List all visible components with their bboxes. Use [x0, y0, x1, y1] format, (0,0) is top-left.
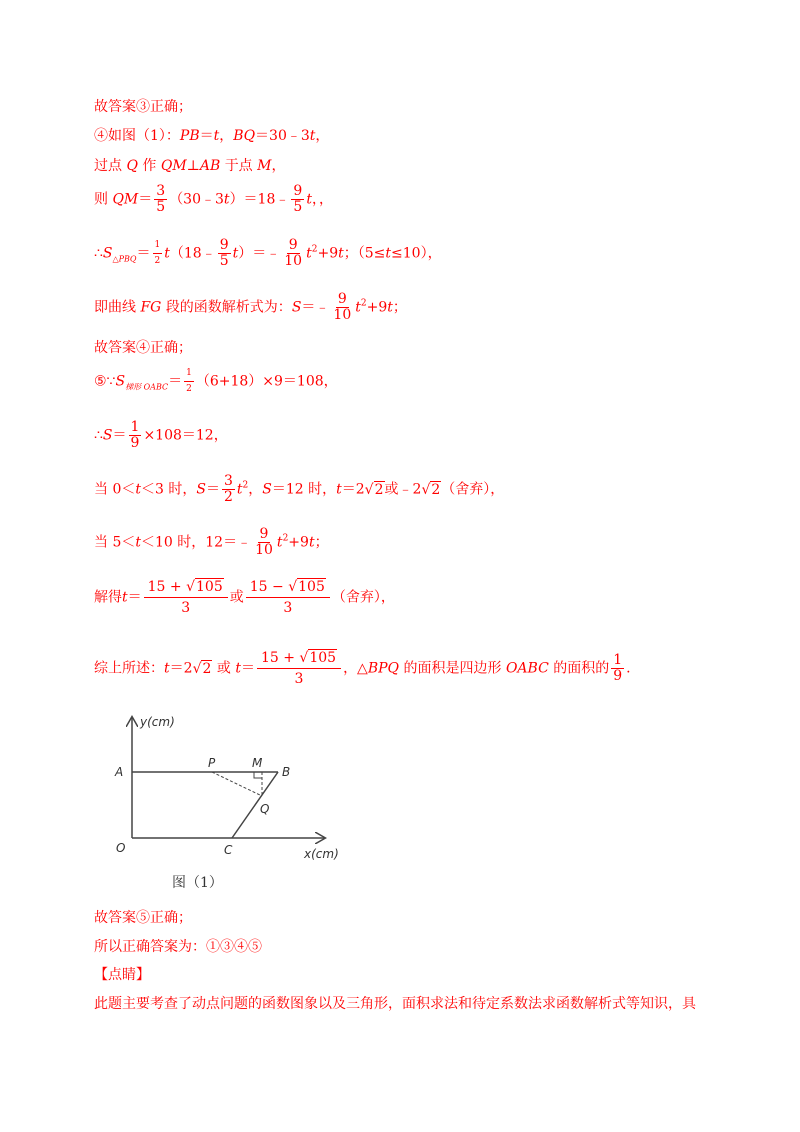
fraction: $\frac{15 - √105}{3}$ — [246, 577, 330, 618]
summary-conclusion: 综上所述：t＝2√2 或 t＝ $\frac{15 + √105}{3}$ ，△BPQ 的面积是四边形 OABC 的面积的 $\frac{1}{9}$ . — [94, 650, 631, 687]
fraction: $\frac{3}{5}$ — [156, 183, 166, 215]
fraction: $\frac{15 + √105}{3}$ — [257, 648, 341, 689]
figure-caption: 图（1） — [172, 875, 223, 891]
answer-4-correct: 故答案④正确； — [94, 340, 192, 356]
fraction: $\frac{15 + √105}{3}$ — [144, 577, 228, 618]
fraction: $\frac{1}{9}$ — [613, 652, 623, 684]
fraction: $\frac{9}{10}$ — [255, 526, 273, 558]
target-area: ∴S＝ $\frac{1}{9}$ ×108＝12， — [94, 419, 228, 451]
point-a-label: A — [115, 765, 124, 779]
area-bpq-formula: $\therefore S_{\triangle PBQ}=$ $\frac{1}{2}$ t（18﹣ $\frac{9}{5}$ t）＝﹣ $\frac{9}{10}$ $t^2+9t$；（5≤t≤10）， — [94, 237, 442, 269]
fraction: $\frac{3}{2}$ — [223, 473, 233, 505]
fraction: $\frac{1}{2}$ — [154, 240, 161, 266]
point-p-label: P — [208, 756, 216, 770]
point-b-label: B — [282, 765, 291, 779]
fraction: $\frac{9}{10}$ — [284, 237, 303, 269]
sqrt: √2 — [421, 481, 441, 498]
fraction: $\frac{9}{5}$ — [219, 237, 229, 269]
curve-fg-expression: 即曲线 FG 段的函数解析式为：S＝﹣ $\frac{9}{10}$ $t^2+9t$； — [94, 291, 407, 323]
segment-bc — [232, 772, 278, 838]
qm-formula: 则 QM＝ $\frac{3}{5}$ （30﹣3t）＝18﹣ $\frac{9}{5}$ t，， — [94, 183, 333, 215]
solution-t: 解得t＝ $\frac{15 + √105}{3}$ 或 $\frac{15 - √105}{3}$ （舍弃）， — [94, 579, 395, 616]
fraction: $\frac{9}{5}$ — [293, 183, 303, 215]
case-5-10: 当 5＜t＜10 时，12＝﹣ $\frac{9}{10}$ $t^2+9t$； — [94, 526, 329, 558]
comment-heading: 【点睛】 — [94, 967, 150, 983]
perpendicular-construction: 过点 Q 作 QM⊥AB 于点 M， — [94, 158, 286, 174]
geometry-figure — [112, 712, 352, 872]
fraction: $\frac{9}{10}$ — [333, 291, 352, 323]
final-answer: 所以正确答案为：①③④⑤ — [94, 939, 262, 955]
x-axis-label: x(cm) — [304, 847, 339, 861]
point-o-label: O — [116, 841, 126, 855]
case-0-3: 当 0＜t＜3 时，S＝ $\frac{3}{2}$ $t^2$，S＝12 时，t＝2√2或﹣2√2（舍弃）， — [94, 473, 505, 505]
trapezoid-area: $⑤\because S_{梯形 OABC}=$ $\frac{1}{2}$ （6+18）×9＝108， — [94, 366, 338, 397]
answer-3-correct: 故答案③正确； — [94, 99, 192, 115]
comment-text: 此题主要考查了动点问题的函数图象以及三角形，面积求法和待定系数法求函数解析式等知识，具 — [94, 996, 696, 1012]
fraction: $\frac{1}{2}$ — [186, 368, 192, 394]
sqrt: √2 — [364, 481, 384, 498]
right-angle-mark — [254, 772, 262, 778]
fraction: $\frac{1}{9}$ — [130, 419, 140, 451]
point-c-label: C — [224, 843, 233, 857]
step-4-intro: ④如图（1）：PB＝t，BQ＝30﹣3t， — [94, 128, 330, 144]
point-q-label: Q — [260, 802, 270, 816]
y-axis-label: y(cm) — [140, 715, 175, 729]
answer-5-correct: 故答案⑤正确； — [94, 910, 192, 926]
sqrt: √2 — [192, 660, 212, 677]
point-m-label: M — [252, 756, 263, 770]
